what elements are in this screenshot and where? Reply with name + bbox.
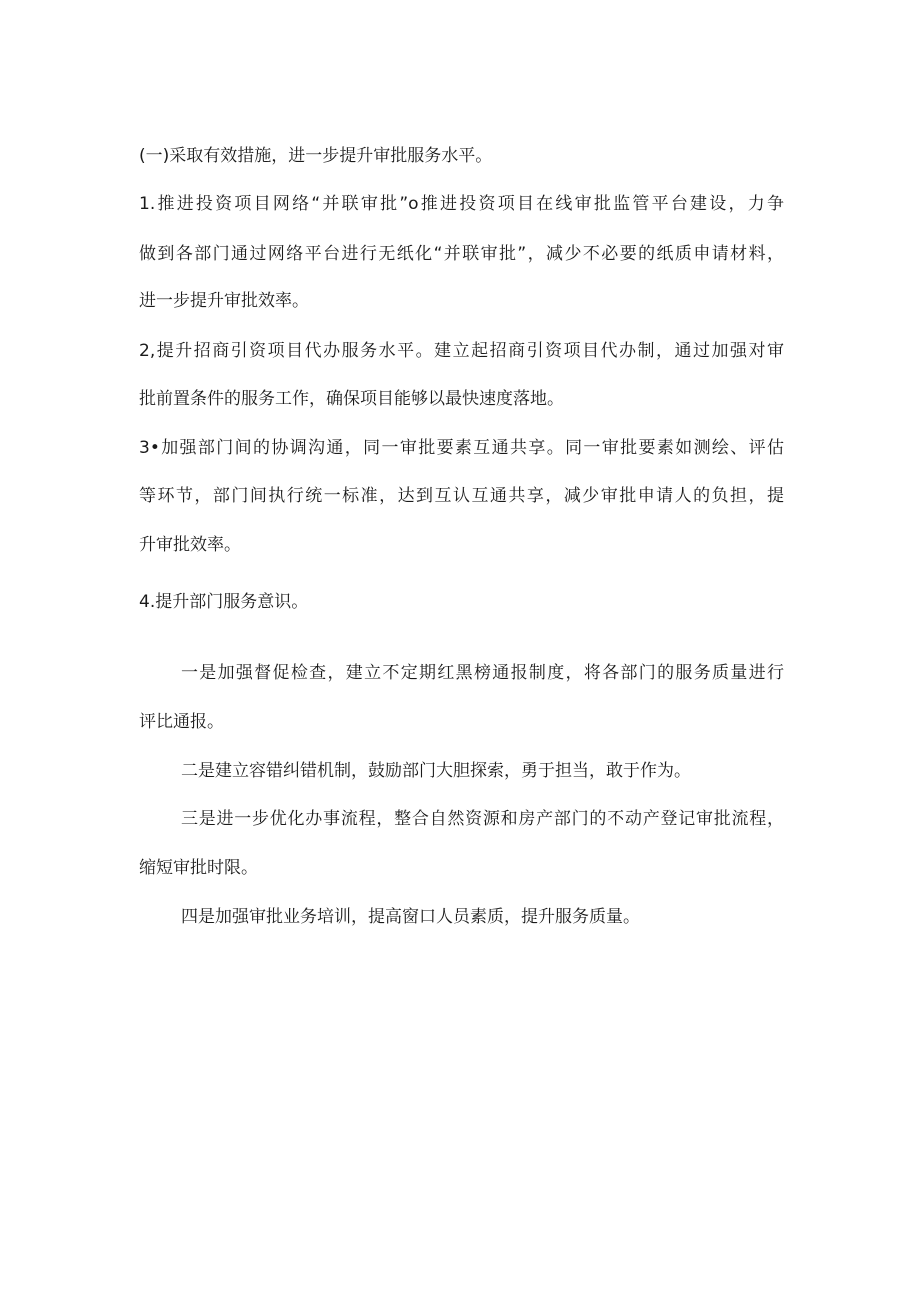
point-3-line-2: 缩短审批时限。 — [139, 858, 258, 878]
item-1-line-1: 1.推进投资项目网络“并联审批”o推进投资项目在线审批监管平台建设，力争 — [139, 194, 784, 214]
item-1-line-3: 进一步提升审批效率。 — [139, 291, 309, 311]
point-4: 四是加强审批业务培训，提高窗口人员素质，提升服务质量。 — [181, 907, 640, 927]
item-1-line-2: 做到各部门通过网络平台进行无纸化“并联审批”，减少不必要的纸质申请材料， — [139, 244, 784, 264]
section-heading: (一)采取有效措施，进一步提升审批服务水平。 — [139, 146, 493, 166]
point-2: 二是建立容错纠错机制，鼓励部门大胆探索，勇于担当，敢于作为。 — [181, 761, 691, 781]
item-3-line-2: 等环节，部门间执行统一标准，达到互认互通共享，减少审批申请人的负担，提 — [139, 486, 784, 506]
item-2-line-1: 2,提升招商引资项目代办服务水平。建立起招商引资项目代办制，通过加强对审 — [139, 341, 784, 361]
item-3-line-1: 3•加强部门间的协调沟通，同一审批要素互通共享。同一审批要素如测绘、评估 — [139, 438, 784, 458]
item-2-line-2: 批前置条件的服务工作，确保项目能够以最快速度落地。 — [139, 389, 564, 409]
point-1-line-1: 一是加强督促检查，建立不定期红黑榜通报制度，将各部门的服务质量进行 — [181, 663, 784, 683]
item-4-heading: 4.提升部门服务意识。 — [139, 592, 309, 612]
point-3-line-1: 三是进一步优化办事流程，整合自然资源和房产部门的不动产登记审批流程， — [181, 809, 784, 829]
point-1-line-2: 评比通报。 — [139, 712, 224, 732]
item-3-line-3: 升审批效率。 — [139, 535, 241, 555]
